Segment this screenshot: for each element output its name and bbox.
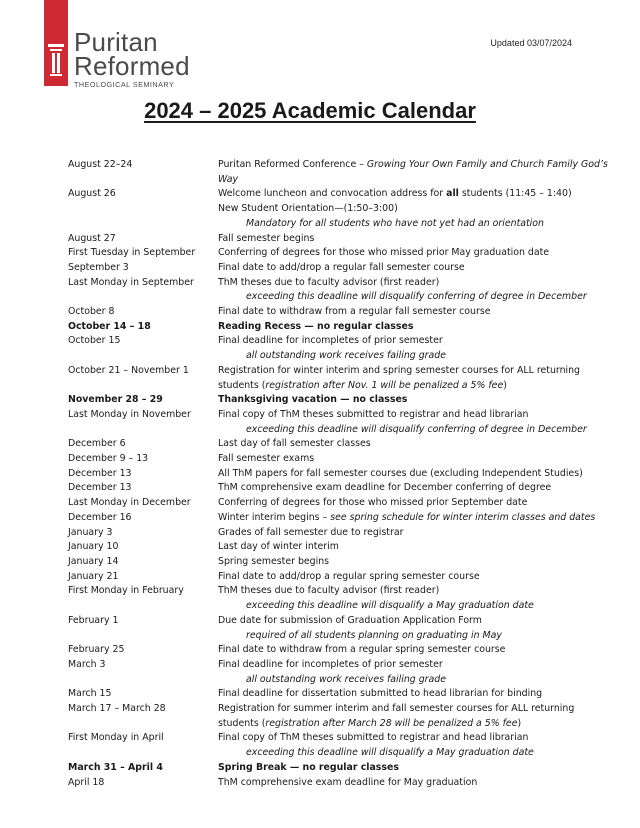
event-date: October 8 [68,306,115,318]
event-date: January 3 [68,526,113,538]
event-description: Final date to withdraw from a regular fall semester course [218,306,491,318]
calendar-row [68,702,588,731]
event-note: exceeding this deadline will disqualify conferring of degree in December [246,423,587,435]
event-date: January 10 [68,541,119,553]
column-icon [44,0,68,86]
event-date: August 26 [68,188,116,200]
event-date: December 13 [68,482,132,494]
event-description: Final deadline for incompletes of prior semester all outstanding work receives failing grade [218,658,588,687]
event-date: September 3 [68,261,129,273]
calendar-row [68,364,588,393]
event-date: January 14 [68,555,119,567]
calendar-row [68,658,588,687]
updated-date: Updated 03/07/2024 [490,38,572,48]
event-date: April 18 [68,776,105,788]
event-date: August 27 [68,232,116,244]
calendar-table [68,158,608,790]
calendar-row [68,408,588,437]
event-date: First Tuesday in September [68,247,196,259]
event-note: exceeding this deadline will disqualify a May graduation date [246,747,534,759]
event-date: Last Monday in December [68,497,191,509]
event-description: Registration for summer interim and fall semester courses for ALL returning students (registration after March 28 will be penalized a 5% fee) [218,703,575,729]
calendar-row [68,540,588,555]
event-description: Fall semester begins [218,232,315,244]
event-description: Spring semester begins [218,555,330,567]
event-date: March 3 [68,658,106,670]
event-description: All ThM papers for fall semester courses due (excluding Independent Studies) [218,467,583,479]
event-note: all outstanding work receives failing grade [246,673,446,685]
logo-line-3: THEOLOGICAL SEMINARY [74,80,175,89]
event-description: Welcome luncheon and convocation address for all students (11:45 – 1:40) New Student Orientation—(1:50–3:00) Mandatory for all students who have not yet had an orientation [218,187,588,231]
calendar-row [68,232,588,247]
event-date: December 6 [68,438,126,450]
event-description: Conferring of degrees for those who missed prior May graduation date [218,247,550,259]
calendar-row [68,555,588,570]
calendar-row [68,570,588,585]
event-date: Last Monday in September [68,276,194,288]
event-description: Final copy of ThM theses submitted to registrar and head librarian exceeding this deadline will disqualify a May graduation date [218,731,588,760]
logo-wordmark [74,27,190,89]
event-date: February 1 [68,614,119,626]
event-note: Mandatory for all students who have not yet had an orientation [246,217,544,229]
event-date: October 15 [68,335,121,347]
calendar-row [68,481,588,496]
calendar-row [68,511,596,526]
event-date: October 21 – November 1 [68,364,189,376]
calendar-row [68,320,588,335]
event-date: March 15 [68,688,112,700]
logo-mark [44,0,68,86]
calendar-row [68,187,588,231]
calendar-row [68,305,588,320]
event-description: Final date to add/drop a regular spring semester course [218,570,480,582]
calendar-row [68,731,588,760]
calendar-row [68,496,588,511]
event-description: Final copy of ThM theses submitted to registrar and head librarian exceeding this deadline will disqualify conferring of degree in December [218,408,588,437]
calendar-row [68,452,588,467]
calendar-row [68,261,588,276]
event-description: Winter interim begins – see spring schedule for winter interim classes and dates [218,511,596,523]
calendar-row [68,393,588,408]
event-date: December 9 – 13 [68,453,149,465]
event-description: Spring Break — no regular classes [218,761,399,773]
event-description: ThM theses due to faculty advisor (first reader) exceeding this deadline will disqualify a May graduation date [218,584,588,613]
event-description: Thanksgiving vacation — no classes [218,394,408,406]
event-date: First Monday in February [68,585,184,597]
calendar-row [68,776,588,791]
event-description: Final date to add/drop a regular fall semester course [218,261,465,273]
event-date: October 14 – 18 [68,320,151,332]
event-description: Final date to withdraw from a regular spring semester course [218,644,506,656]
event-date: February 25 [68,644,125,656]
event-date: January 21 [68,570,119,582]
event-description: ThM comprehensive exam deadline for May graduation [218,776,478,788]
event-note: exceeding this deadline will disqualify conferring of degree in December [246,291,587,303]
calendar-row [68,467,588,482]
event-date: December 13 [68,467,132,479]
event-date: August 22–24 [68,159,133,170]
logo-line-2: Reformed [74,51,190,81]
event-note: exceeding this deadline will disqualify a May graduation date [246,600,534,612]
calendar-row [68,158,608,187]
event-date: March 31 – April 4 [68,761,163,773]
event-description: Due date for submission of Graduation Application Form required of all students planning on graduating in May [218,614,588,643]
event-description: ThM theses due to faculty advisor (first reader) exceeding this deadline will disqualify conferring of degree in December [218,276,588,305]
event-description: Registration for winter interim and spring semester courses for ALL returning students (registration after Nov. 1 will be penalized a 5% fee) [218,364,581,391]
event-date: First Monday in April [68,732,164,744]
calendar-row [68,643,588,658]
event-description: ThM comprehensive exam deadline for December conferring of degree [218,482,552,494]
event-description: Last day of fall semester classes [218,438,371,450]
event-description: Reading Recess — no regular classes [218,320,414,332]
event-note: all outstanding work receives failing grade [246,350,446,362]
calendar-row [68,437,588,452]
event-date: March 17 – March 28 [68,703,166,715]
event-description: Conferring of degrees for those who missed prior September date [218,497,528,509]
event-description: Fall semester exams [218,453,315,465]
event-description: Final deadline for incompletes of prior semester all outstanding work receives failing grade [218,334,588,363]
logo-line-1: Puritan [74,27,158,57]
event-description: Final deadline for dissertation submitted to head librarian for binding [218,688,543,700]
calendar-row [68,614,588,643]
event-description: Last day of winter interim [218,541,339,553]
event-description: Grades of fall semester due to registrar [218,526,404,538]
event-date: November 28 – 29 [68,394,163,406]
calendar-row [68,761,588,776]
calendar-row [68,526,588,541]
calendar-row [68,246,588,261]
event-date: December 16 [68,511,132,523]
calendar-row [68,584,588,613]
calendar-row [68,334,588,363]
event-description: Puritan Reformed Conference – Growing Your Own Family and Church Family God’s Way [218,159,608,185]
event-note: required of all students planning on graduating in May [246,629,502,641]
event-date: Last Monday in November [68,408,191,420]
page-title: 2024 – 2025 Academic Calendar [144,98,476,123]
calendar-row [68,276,588,305]
calendar-row [68,687,588,702]
